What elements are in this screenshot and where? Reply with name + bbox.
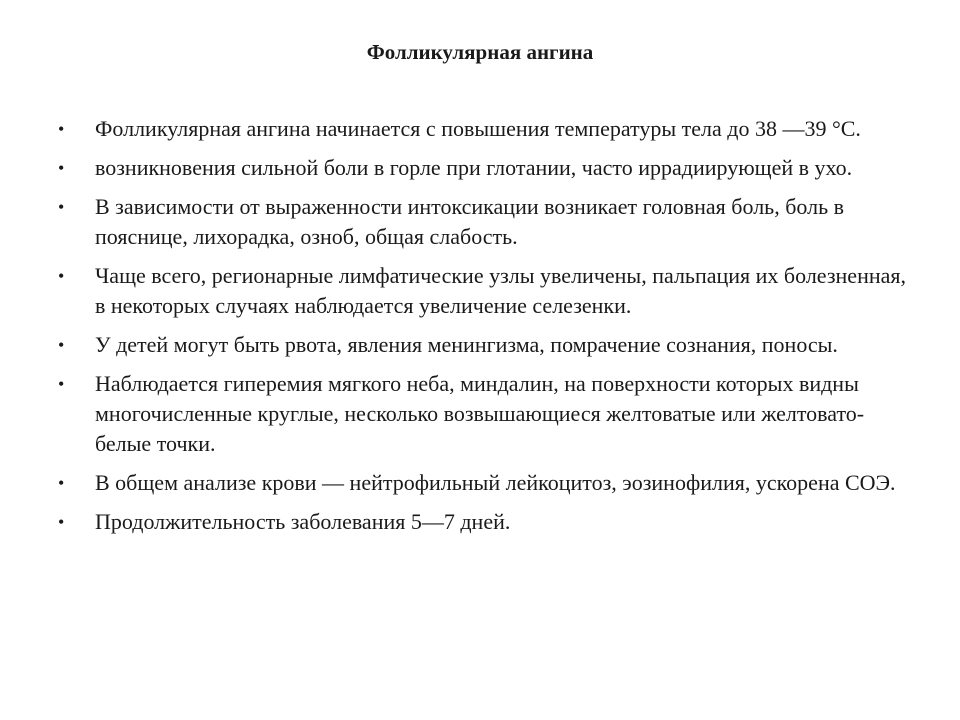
- bullet-icon: •: [58, 119, 65, 139]
- bullet-icon: •: [58, 197, 65, 217]
- bullet-icon: •: [58, 158, 65, 178]
- bullet-icon: •: [58, 512, 65, 532]
- bullet-item: [56, 114, 916, 144]
- bullet-item: [56, 261, 916, 321]
- bullet-text: Чаще всего, регионарные лимфатические узлы увеличены, пальпация их болезненная, в некоторых случаях наблюдается увеличение селезенки.: [95, 263, 907, 318]
- slide-title: Фолликулярная ангина: [366, 40, 594, 64]
- bullet-text: Продолжительность заболевания 5—7 дней.: [95, 509, 511, 534]
- bullet-item: [56, 369, 916, 459]
- bullet-text: Наблюдается гиперемия мягкого неба, миндалин, на поверхности которых видны многочисленные круглые, несколько возвышающиеся желтоватые или желтовато-белые точки.: [95, 371, 865, 456]
- bullet-item: [56, 192, 916, 252]
- bullet-item: [56, 153, 916, 183]
- bullet-text: В общем анализе крови — нейтрофильный лейкоцитоз, эозинофилия, ускорена СОЭ.: [95, 470, 896, 495]
- bullet-text: У детей могут быть рвота, явления менингизма, помрачение сознания, поносы.: [95, 332, 838, 357]
- bullet-text: Фолликулярная ангина начинается с повышения температуры тела до 38 —39 °С.: [95, 116, 861, 141]
- bullet-item: [56, 507, 916, 537]
- bullet-icon: •: [58, 473, 65, 493]
- bullet-icon: •: [58, 374, 65, 394]
- bullet-icon: •: [58, 335, 65, 355]
- bullet-item: [56, 468, 916, 498]
- bullet-item: [56, 330, 916, 360]
- bullet-icon: •: [58, 266, 65, 286]
- bullet-text: возникновения сильной боли в горле при глотании, часто иррадиирующей в ухо.: [95, 155, 853, 180]
- bullet-list: [56, 114, 916, 546]
- bullet-text: В зависимости от выраженности интоксикации возникает головная боль, боль в пояснице, лихорадка, озноб, общая слабость.: [95, 194, 845, 249]
